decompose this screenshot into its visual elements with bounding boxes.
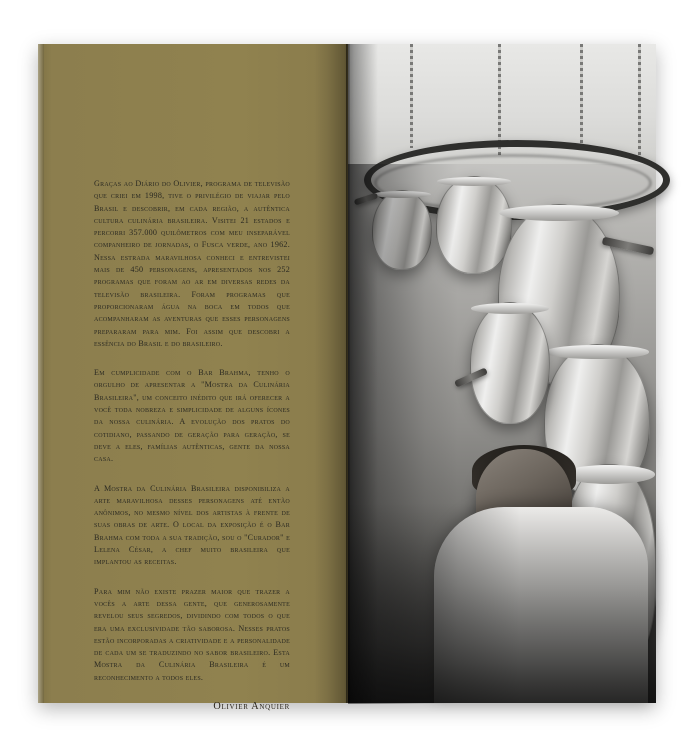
photo-bottom-shading (348, 503, 656, 703)
chain-icon (498, 44, 501, 156)
hanging-pan (470, 302, 550, 424)
paragraph-2: Em cumplicidade com o Bar Brahma, tenho o orgulho de apresentar a "Mostra da Culinária Brasileira", um conceito inédito que irá oferecer a você toda nobreza e simplicidade de alguns ícones da nossa culinária. A evolução dos pratos do cotidiano, passando de geração para geração, se deve a eles, famílias autênticas, gente da nossa casa. (94, 368, 290, 464)
book-spread (38, 44, 656, 712)
pan-rim (563, 465, 655, 484)
left-page (38, 44, 348, 712)
paragraph-1: Graças ao Diário do Olivier, programa de televisão que criei em 1998, tive o privilégio de viajar pelo Brasil e descobrir, em cada região, a autêntica cultura culinária brasileira. Visitei 21 estados e percorri 357.000 quilômetros com meu inseparável companheiro de jornadas, o Fusca verde, ano 1962. Nessa estrada maravilhosa conheci e entrevistei mais de 450 personagens, apresentados nos 252 programas que foram ao ar em diversas redes da televisão brasileira. Foram programas que proporcionaram água na boca em todos que acompanharam as aventuras que esses personagens prepararam para mim. Foi assim que descobri a essência do Brasil e do brasileiro. (94, 179, 290, 348)
pan-rim (471, 303, 549, 314)
introduction-text-block (94, 178, 290, 712)
book-spine (346, 44, 350, 703)
right-page (348, 44, 656, 703)
author-signature: Olivier Anquier (213, 700, 290, 712)
chain-icon (638, 44, 641, 162)
chain-icon (580, 44, 583, 150)
pan-rim (499, 205, 619, 221)
pan-rim (545, 345, 649, 359)
kitchen-photograph (348, 44, 656, 703)
paragraph-4: Para mim não existe prazer maior que trazer a vocês a arte dessa gente, que generosamente revelou seus segredos, dividindo com todos o que era uma exclusividade tão saborosa. Nesses pratos estão incorporadas a criatividade e a personalidade de cada um se traduzindo no sabor brasileiro. Esta Mostra da Culinária Brasileira é um reconhecimento a todos eles. (94, 586, 290, 682)
chain-icon (410, 44, 413, 148)
page-edge-highlight (38, 44, 44, 703)
paragraph-3: A Mostra da Culinária Brasileira disponibiliza a arte maravilhosa desses personagens até então anônimos, no mesmo nível dos artistas à frente de suas obras de arte. O local da exposição é o Bar Brahma com toda a sua tradição, sou o "Curador" e Lelena César, a chef muito brasileira que implantou as receitas. (94, 483, 290, 567)
